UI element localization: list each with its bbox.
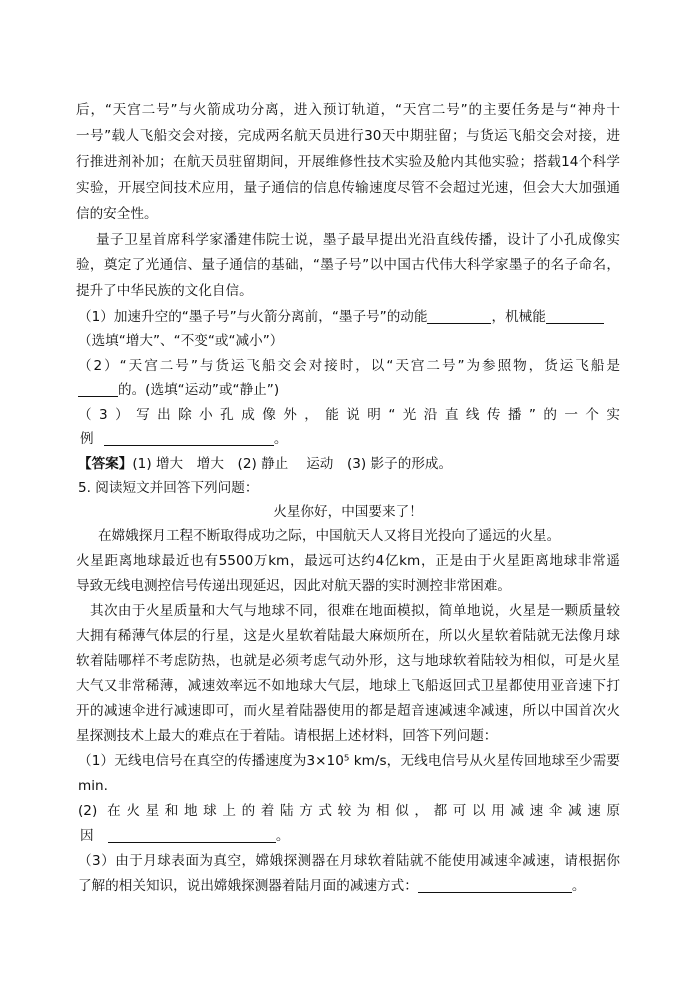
q4-answer xyxy=(78,452,622,476)
q5-passage-line: 其次由于火星质量和大气与地球不同，很难在地面模拟，简单地说，火星是一颗质量较 xyxy=(90,603,620,619)
q5-item3-suffix: 。 xyxy=(571,878,586,894)
q4-item3-blank[interactable] xyxy=(104,429,274,446)
q4-item1-after: ，机械能 xyxy=(491,309,546,325)
q5-item2: (2) 在火星和地球上的着陆方式较为相似，都可以用减速伞减速原 xyxy=(78,803,620,819)
q5-item2-suffix: 。 xyxy=(275,828,290,844)
answer-label: 【答案】 xyxy=(78,456,133,472)
q4-item3-line2 xyxy=(80,427,624,451)
passage-line: 实验，开展空间技术应用，量子通信的信息传输速度尽管不会超过光速，但会大大加强通 xyxy=(76,180,620,196)
q4-item3-suffix: 。 xyxy=(273,431,288,447)
q4-item1-text: （1）加速升空的“墨子号”与火箭分离前，“墨子号”的动能 xyxy=(78,309,428,325)
q4-item3-prefix: 例 xyxy=(80,431,94,447)
q5-item2-prefix: 因 xyxy=(80,828,94,844)
passage-line: 量子卫星首席科学家潘建伟院士说，墨子最早提出光沿直线传播，设计了小孔成像实 xyxy=(96,232,620,248)
q4-item1-blank-2[interactable] xyxy=(546,307,604,324)
q5-item3-blank[interactable] xyxy=(418,876,572,893)
q5-passage-line: 星探测技术上最大的难点在于着陆。请根据上述材料，回答下列问题： xyxy=(76,728,498,744)
q4-item2: （2）“天宫二号”与货运飞船交会对接时，以“天宫二号”为参照物，货运飞船是 xyxy=(78,358,620,374)
q5-title: 火星你好，中国要来了！ xyxy=(273,504,423,520)
passage-line: 行推进剂补加；在航天员驻留期间，开展维修性技术实验及舱内其他实验；搭载14个科学 xyxy=(76,154,620,170)
q5-passage-line: 大拥有稀薄气体层的行星，这是火星软着陆最大麻烦所在，所以火星软着陆就无法像月球 xyxy=(76,628,620,644)
q5-heading: 5. 阅读短文并回答下列问题： xyxy=(78,480,259,496)
q5-item3: （3）由于月球表面为真空，嫦娥探测器在月球软着陆就不能使用减速伞减速，请根据你 xyxy=(78,853,620,869)
q5-item2-line2 xyxy=(80,824,624,848)
passage-line: 提升了中华民族的文化自信。 xyxy=(76,283,253,299)
answer-text: (1) 增大 增大 (2) 静止 运动 (3) 影子的形成。 xyxy=(132,456,453,472)
passage-line: 一号”载人飞船交会对接，完成两名航天员进行30天中期驻留；与货运飞船交会对接，进 xyxy=(76,128,620,144)
q5-passage-line: 火星距离地球最近也有5500万km，最远可达约4亿km，正是由于火星距离地球非常遥 xyxy=(76,553,620,569)
q4-item1-blank-1[interactable] xyxy=(427,307,491,324)
q4-item1 xyxy=(78,305,622,329)
q4-item2-line2 xyxy=(78,378,622,402)
q4-item2-hint: 的。(选填“运动”或“静止”) xyxy=(118,382,280,398)
q5-passage-line: 开的减速伞进行减速即可，而火星着陆器使用的都是超音速减速伞减速，所以中国首次火 xyxy=(76,703,620,719)
q4-item1-hint: （选填“增大”、“不变“或“减小”） xyxy=(78,333,284,349)
q5-item3-prefix: 了解的相关知识，说出嫦娥探测器着陆月面的减速方式： xyxy=(78,878,418,894)
q5-passage-line: 软着陆哪样不考虑防热，也就是必须考虑气动外形，这与地球软着陆较为相似，可是火星 xyxy=(76,653,620,669)
passage-line: 验，奠定了光通信、量子通信的基础，“墨子号”以中国古代伟大科学家墨子的名子命名， xyxy=(76,257,620,273)
q5-item1-line2: min. xyxy=(78,778,108,794)
q5-item2-blank[interactable] xyxy=(108,826,276,843)
passage-line: 后，“天宫二号”与火箭成功分离，进入预订轨道，“天宫二号”的主要任务是与“神舟十 xyxy=(76,102,620,118)
passage-line: 信的安全性。 xyxy=(76,206,158,222)
q5-item1: （1）无线电信号在真空的传播速度为3×10⁵ km/s，无线电信号从火星传回地球至少需要 xyxy=(78,753,620,769)
q5-passage-line: 在嫦娥探月工程不断取得成功之际，中国航天人又将目光投向了遥远的火星。 xyxy=(98,528,561,544)
q5-item3-line2 xyxy=(78,874,622,898)
q5-passage-line: 大气又非常稀薄，减速效率远不如地球大气层，地球上飞船返回式卫星都使用亚音速下打 xyxy=(76,678,620,694)
q4-item2-blank[interactable] xyxy=(78,380,118,397)
q4-item3: （3）写出除小孔成像外，能说明“光沿直线传播”的一个实 xyxy=(78,407,620,423)
q5-passage-line: 导致无线电测控信号传递出现延迟，因此对航天器的实时测控非常困难。 xyxy=(76,578,511,594)
